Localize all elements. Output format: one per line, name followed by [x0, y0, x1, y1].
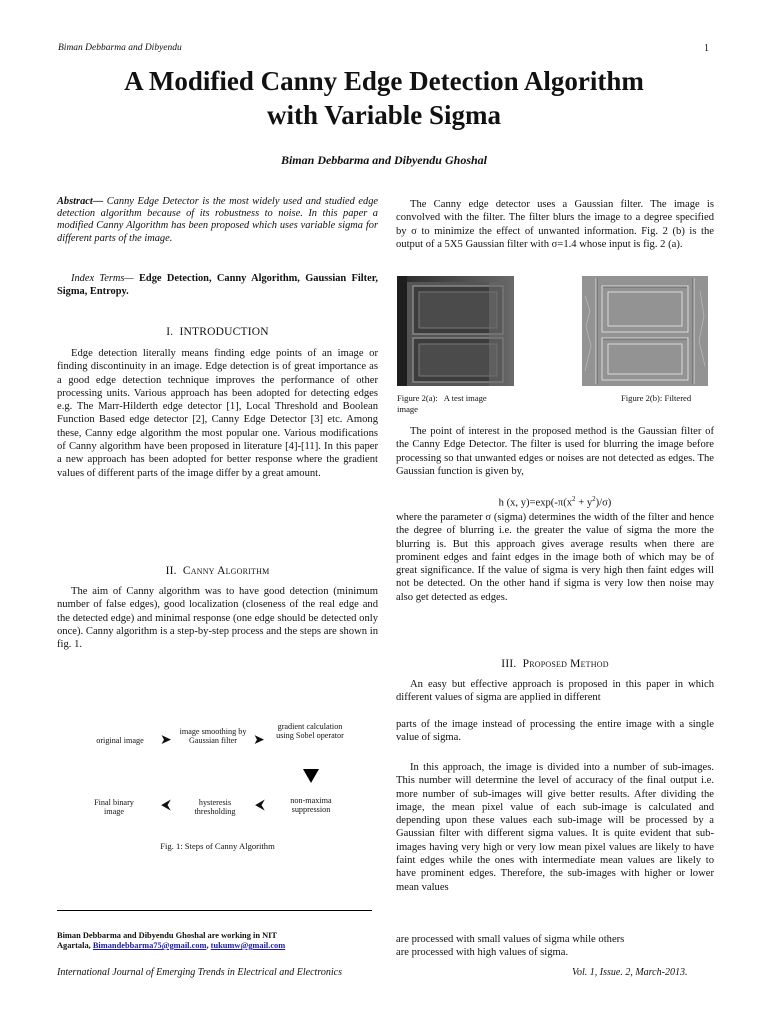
- index-terms: [57, 272, 378, 298]
- author-line: Biman Debbarma and Dibyendu Ghoshal: [280, 153, 488, 167]
- flow-hysteresis: hysteresis thresholding: [194, 798, 236, 817]
- abstract-label: Abstract—: [57, 196, 104, 207]
- index-terms-label: Index Terms—: [71, 273, 134, 284]
- fig2a-caption-line-2: image: [397, 403, 418, 414]
- running-header: Biman Debbarma and Dibyendu: [58, 43, 182, 53]
- flow-final: Final binary image: [94, 798, 134, 817]
- right-para-2: The point of interest in the proposed method is the Gaussian filter of the Canny Edge Detector. The filter is used for blurring the image before processing so that unwanted edges or noises are not detected as edges. The Gaussian function is given by,: [396, 426, 714, 477]
- footnote-text: Biman Debbarma and Dibyendu Ghoshal are working in NIT: [57, 931, 277, 940]
- flow-gradient: gradient calculation using Sobel operator: [276, 722, 344, 741]
- abstract-text: Canny Edge Detector is the most widely used and studied edge detection algorithm because of its robustness to noise. In this paper a modified Canny Algorithm has been proposed which uses variable sigma for different parts of the image.: [57, 196, 378, 244]
- canny-text: The aim of Canny algorithm was to have good detection (minimum number of false edges), good localization (closeness of the real edge and the detected edge) and minimal response (one edge should be detected only once). Canny algorithm is a step-by-step process and the steps are shown in fig. 1.: [57, 586, 378, 651]
- title-line-1: A Modified Canny Edge Detection Algorithm: [124, 66, 644, 96]
- flow-arrow-1: ➤: [160, 733, 172, 748]
- eq-part-b: + y: [575, 497, 593, 509]
- eq-part-c: )/σ): [595, 497, 612, 509]
- proposed-para-1: An easy but effective approach is proposed in this paper in which different values of sigma are applied in different: [396, 679, 714, 704]
- flow-smoothing: image smoothing by Gaussian filter: [179, 727, 247, 746]
- proposed-heading-num: III.: [501, 658, 523, 670]
- eq-sup-1: 2: [572, 495, 576, 503]
- flow-nonmax: non-maxima suppression: [290, 796, 332, 815]
- footnote-sep: ,: [206, 941, 209, 950]
- fig2a-caption-line-1: Figure 2(a): A test image: [397, 393, 487, 403]
- proposed-para-3b: are processed with high values of sigma.: [396, 947, 569, 958]
- gaussian-equation: [396, 493, 714, 510]
- flow-original-image: original image: [96, 736, 144, 745]
- intro-text: Edge detection literally means finding edge points of an image or finding discontinuity in an image. Edge detection is of great importance as a good edge detection technique improves the performance of other processing units. Various approach has been adopted for detecting edges e.g. The Marr-Hilderth edge detector [1], Local Threshold and Boolean Function Based edge detector [2], Canny Edge Detector [3] etc. Among these, Canny edge algorithm the most popular one. Various modifications of Canny algorithm have been proposed in literature [4]-[11]. In this paper a new approach has been adopted for better response where the gradient values of different parts of the image differ by a great amount.: [57, 348, 378, 479]
- paper-title: [40, 64, 728, 132]
- eq-part-a: h (x, y)=exp(-π(x: [498, 497, 573, 509]
- eq-sup-2: 2: [592, 495, 596, 503]
- figure-2b-image: [582, 276, 708, 386]
- email-link-1[interactable]: Bimandebbarma75@gmail.com: [92, 941, 207, 950]
- right-para-1: The Canny edge detector uses a Gaussian filter. The image is convolved with the filter. The filter blurs the image to a degree specified by σ to minimize the effect of unwanted information. Fig. 2 (b) is the output of a 5X5 Gaussian filter with σ=1.4 whose input is fig. 2 (a).: [396, 199, 714, 250]
- proposed-heading: [396, 658, 714, 670]
- title-line-2: with Variable Sigma: [266, 100, 502, 130]
- footer-journal: International Journal of Emerging Trends in Electrical and Electronics: [57, 967, 342, 978]
- footnote-affil: Agartala,: [57, 941, 91, 950]
- proposed-para-3a: are processed with small values of sigma while others: [396, 934, 625, 945]
- email-link-2[interactable]: tukumw@gmail.com: [210, 941, 286, 950]
- footnote-rule: [57, 910, 372, 911]
- fig2b-caption: Figure 2(b): Filtered: [621, 393, 692, 403]
- index-terms-text: Edge Detection, Canny Algorithm, Gaussian Filter, Sigma, Entropy.: [57, 273, 378, 297]
- intro-heading: I. INTRODUCTION: [166, 326, 269, 338]
- canny-heading-text: Canny Algorithm: [182, 565, 270, 577]
- flow-arrow-2: ➤: [253, 733, 265, 748]
- canny-heading: [57, 565, 378, 577]
- flow-arrow-3: ⮜: [255, 798, 265, 813]
- flow-arrow-down: [303, 769, 319, 783]
- canny-heading-num: II.: [165, 565, 183, 577]
- proposed-para-1b: parts of the image instead of processing the entire image with a single value of sigma.: [396, 719, 714, 744]
- proposed-heading-text: Proposed Method: [522, 658, 609, 670]
- fig1-caption: Fig. 1: Steps of Canny Algorithm: [160, 841, 275, 851]
- proposed-para-2: In this approach, the image is divided into a number of sub-images. This number will determine the level of accuracy of the final output i.e. more number of sub-images will give better results. After dividing the image, the mean pixel value of each sub-image is calculated and depending upon these values each sub-image will be processed by a Gaussian filter with different sigma values. It is quite evident that sub-images having very high or very low mean pixel values are likely to have faint edges while the ones with intermediate mean values are likely to have prominent edges. Therefore, the sub-images with higher or lower mean values: [396, 762, 714, 893]
- flow-arrow-4: ⮜: [161, 798, 171, 813]
- page-number: 1: [704, 43, 709, 54]
- footnote-line-2: [57, 941, 378, 951]
- footnote: [57, 931, 378, 951]
- abstract: [57, 196, 378, 245]
- footer-volume: Vol. 1, Issue. 2, March-2013.: [572, 967, 688, 978]
- right-para-3: where the parameter σ (sigma) determines the width of the filter and hence the degree of blurring i.e. the greater the value of sigma the more the blurring is. But this approach gives average results when there are prominent edges and faint edges in the image both of which may be of great significance. If the value of sigma is very high then faint edges will not be detected. On the other hand if sigma is very low then noise may also get detected as edges.: [396, 512, 714, 603]
- fig2a-caption: [397, 393, 527, 414]
- figure-2a-image: [397, 276, 514, 386]
